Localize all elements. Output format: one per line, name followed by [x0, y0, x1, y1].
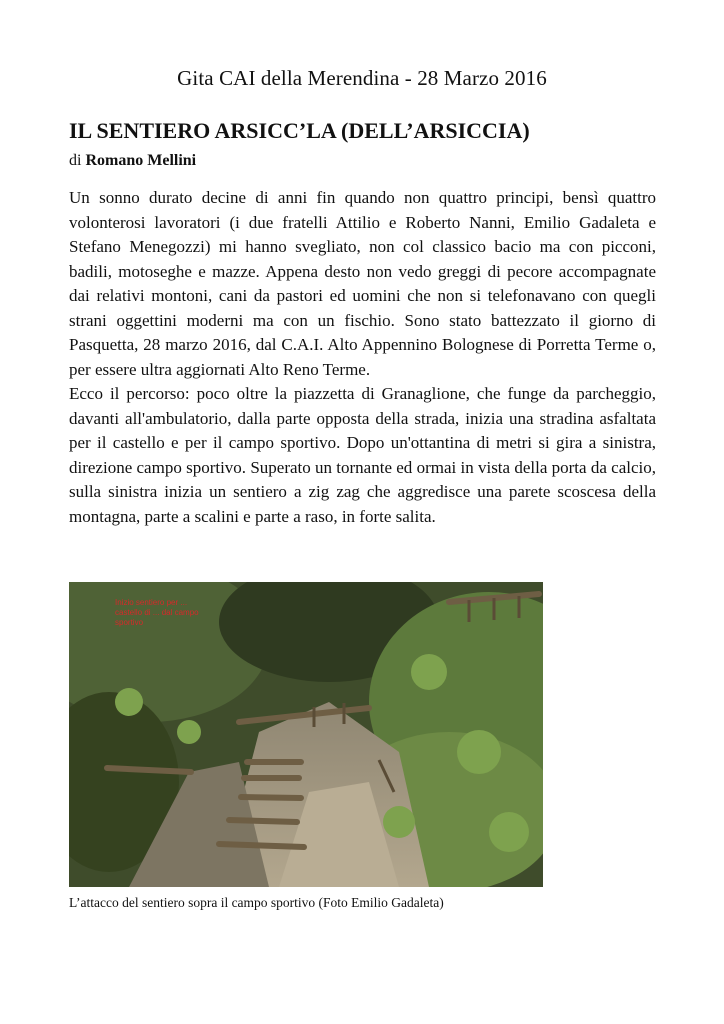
- byline-prefix: di: [69, 152, 86, 169]
- article-body: [69, 186, 656, 529]
- article-title: IL SENTIERO ARSICC’LA (DELL’ARSICCIA): [69, 118, 530, 143]
- author-name: Romano Mellini: [85, 152, 197, 169]
- photo-annotation: Inizio sentiero per ... castello di ... dal campo sportivo: [115, 598, 199, 627]
- trail-photo: [69, 582, 543, 887]
- paragraph-2: Ecco il percorso: poco oltre la piazzetta di Granaglione, che funge da parcheggio, davanti all'ambulatorio, dalla parte opposta della strada, inizia una stradina asfaltata per il castello e per il campo sportivo. Dopo un'ottantina di metri si gira a sinistra, direzione campo sportivo. Superato un tornante ed ormai in vista della porta da calcio, sulla sinistra inizia un sentiero a zig zag che aggredisce una parete scoscesa della montagna, parte a scalini e parte a raso, in forte salita.: [69, 384, 656, 526]
- photo-caption: L’attacco del sentiero sopra il campo sportivo (Foto Emilio Gadaleta): [69, 895, 444, 910]
- byline: [69, 152, 196, 170]
- paragraph-1: Un sonno durato decine di anni fin quando non quattro principi, bensì quattro volonterosi lavoratori (i due fratelli Attilio e Roberto Nanni, Emilio Gadaleta e Stefano Menegozzi) mi hanno svegliato, non col classico bacio ma con picconi, badili, motoseghe e mazze. Appena desto non vedo greggi di pecore accompagnate dai relativi montoni, cani da pastori ed uomini che non si telefonavano con quegli strani oggettini moderni ma con un fischio. Sono stato battezzato il giorno di Pasquetta, 28 marzo 2016, dal C.A.I. Alto Appennino Bolognese di Porretta Terme o, per essere ultra aggiornati Alto Reno Terme.: [69, 188, 656, 379]
- document-header: Gita CAI della Merendina - 28 Marzo 2016: [177, 66, 547, 90]
